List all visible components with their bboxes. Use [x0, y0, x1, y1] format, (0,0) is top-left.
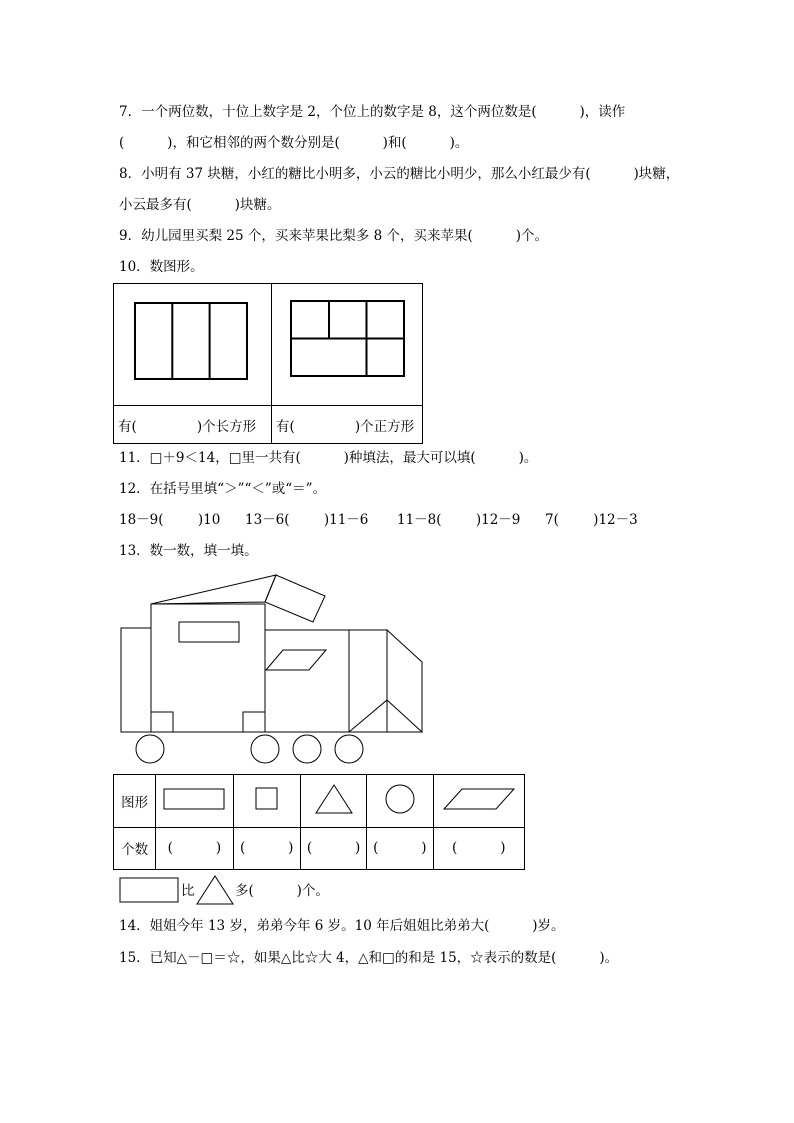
rectangle-shape-icon: [162, 786, 226, 812]
compare-item-1: 18－9( )10: [119, 512, 221, 528]
wheel-1: [136, 735, 164, 763]
count-circle: ( ): [367, 827, 433, 869]
parallelogram-shape-icon: [442, 787, 516, 811]
wheel-3: [293, 735, 321, 763]
shape-parallelogram-cell: [433, 775, 524, 828]
question-9: 9．幼儿园里买梨 25 个，买来苹果比梨多 8 个，买来苹果( )个。: [119, 228, 548, 244]
three-rectangles-figure: [114, 284, 271, 401]
question-15: 15．已知△－□＝☆，如果△比☆大 4，△和□的和是 15，☆表示的数是( )。: [119, 950, 619, 966]
wheel-2: [251, 735, 279, 763]
compare-rest-text: 多( )个。: [235, 883, 329, 899]
figure-count-table: [113, 283, 423, 444]
count-square: ( ): [233, 827, 300, 869]
count-row-header: 个数: [114, 827, 156, 869]
circle-shape-icon: [384, 783, 416, 815]
compare-rectangle-icon: [119, 877, 181, 905]
question-13-title: 13．数一数，填一填。: [119, 543, 258, 559]
roof-triangle: [151, 575, 276, 604]
rectangles-answer-label: 有( )个长方形: [114, 406, 272, 444]
main-body-rectangle: [151, 604, 265, 732]
square-shape-icon: [254, 786, 280, 812]
count-triangle: ( ): [300, 827, 366, 869]
end-slanted-face: [387, 630, 422, 732]
question-10-title: 10．数图形。: [119, 259, 204, 275]
shape-count-table: [113, 774, 525, 870]
shape-circle-cell: [367, 775, 433, 828]
question-11: 11．□＋9＜14，□里一共有( )种填法，最大可以填( )。: [119, 450, 538, 466]
shape-row-header: 图形: [114, 775, 156, 828]
end-rectangle: [349, 630, 387, 732]
compare-item-3: 11－8( )12－9: [397, 512, 521, 528]
squares-answer-label: 有( )个正方形: [272, 406, 423, 444]
wheel-4: [335, 735, 363, 763]
compare-triangle-icon: [196, 874, 236, 906]
question-12-title: 12．在括号里填“＞”“＜”或“＝”。: [119, 481, 327, 497]
end-triangle: [349, 700, 387, 732]
shape-square-cell: [233, 775, 300, 828]
compare-item-4: 7( )12－3: [545, 512, 638, 528]
question-7-line-2: ( )，和它相邻的两个数分别是( )和( )。: [119, 135, 469, 151]
parallelogram: [266, 650, 326, 670]
rectangles-figure-cell: [114, 284, 272, 406]
question-7-line-1: 7．一个两位数，十位上数字是 2，个位上的数字是 8，这个两位数是( )，读作: [119, 104, 626, 120]
count-parallelogram: ( ): [433, 827, 524, 869]
shape-rectangle-cell: [156, 775, 233, 828]
squares-figure-cell: [272, 284, 423, 406]
middle-body-rectangle: [265, 630, 349, 732]
compare-item-2: 13－6( )11－6: [245, 512, 369, 528]
window-rectangle: [179, 622, 239, 642]
squares-grid-figure: [272, 284, 422, 401]
count-rectangle: ( ): [156, 827, 233, 869]
question-8-line-1: 8．小明有 37 块糖，小红的糖比小明多，小云的糖比小明少，那么小红最少有( )块糖，: [119, 166, 680, 182]
triangle-shape-icon: [314, 783, 354, 815]
front-rectangle: [121, 628, 151, 732]
shape-triangle-cell: [300, 775, 366, 828]
question-8-line-2: 小云最多有( )块糖。: [119, 197, 281, 213]
compare-bi-text: 比: [181, 883, 195, 899]
train-shapes-figure: [115, 574, 435, 764]
question-14: 14．姐姐今年 13 岁，弟弟今年 6 岁。10 年后姐姐比弟弟大( )岁。: [119, 918, 565, 934]
right-small-square: [243, 712, 265, 732]
roof-tilted-rectangle: [265, 575, 325, 622]
left-small-square: [151, 712, 173, 732]
